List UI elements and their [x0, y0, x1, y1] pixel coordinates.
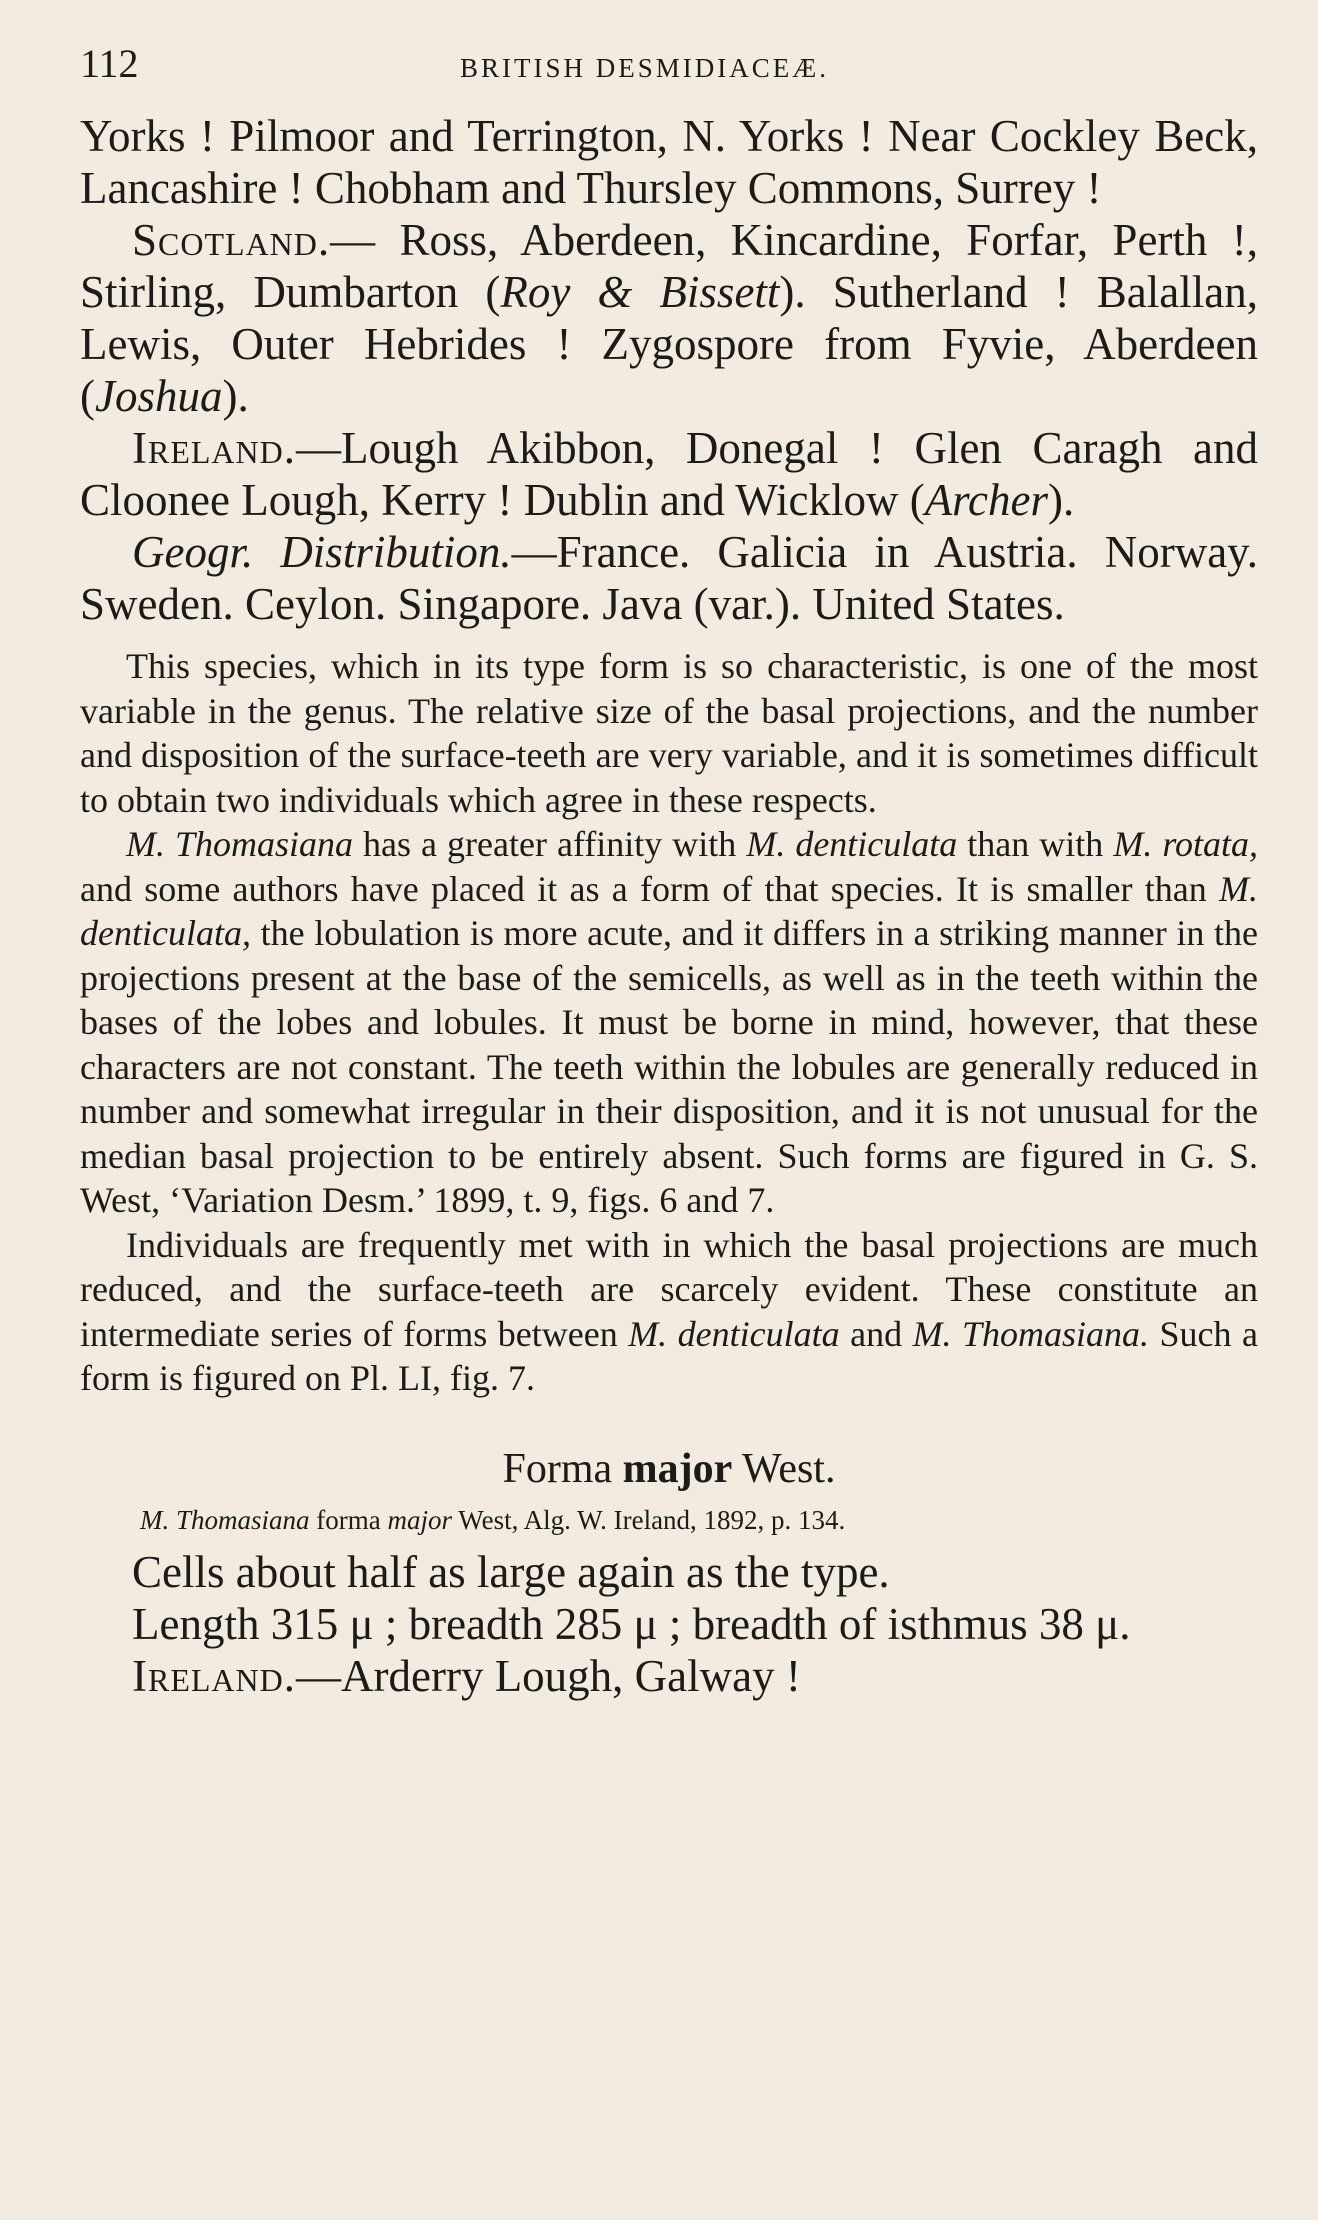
region-label-scotland: Scotland.: [132, 215, 331, 265]
forma-suffix: West.: [732, 1445, 836, 1492]
scotland-authority: Roy & Bissett: [500, 267, 780, 317]
geographic-distribution-paragraph: [80, 526, 1258, 630]
forma-cells-description: Cells about half as large again as the type.: [132, 1546, 890, 1597]
scotland-text-a: — Ross, Aberdeen, Kincardine, Forfar, Perth !, Stirling, Dumbarton (: [80, 215, 1258, 317]
forma-locality-ireland: [80, 1650, 1258, 1702]
forma-prefix: Forma: [502, 1445, 623, 1492]
discussion2-text-d: the lobulation is more acute, and it differs in a striking manner in the projections present at the base of the semicells, as well as in the teeth within the bases of the lobes and lobules. It must be borne in mind, however, that these characters are not constant. The teeth within the lobules are generally reduced in number and somewhat irregular in their disposition, and it is not unusual for the median basal projection to be entirely absent. Such forms are figured in G. S. West, ‘Variation Desm.’ 1899, t. 9, figs. 6 and 7.: [80, 913, 1258, 1220]
region-label-ireland: Ireland.: [132, 423, 297, 473]
scotland-text-b: ). Sutherland ! Balallan, Lewis, Outer Hebrides ! Zygospore from Fyvie, Aberdeen (: [80, 267, 1258, 421]
ireland-archer: Archer: [924, 475, 1048, 525]
scotland-joshua: Joshua: [95, 371, 223, 421]
synonym-major: major: [387, 1504, 452, 1535]
discussion-paragraph-2: [80, 822, 1258, 1223]
taxon-name: M. rotata,: [1113, 824, 1259, 864]
page-header: [80, 40, 1258, 110]
discussion3-text-a: Individuals are frequently met with in which the basal projections are much reduced, and the surface-teeth are scarcely evident. These constitute an intermediate series of forms between: [80, 1224, 1258, 1354]
running-title: BRITISH DESMIDIACEÆ.: [460, 53, 830, 83]
page-number: 112: [80, 41, 139, 86]
taxon-name: M. denticulata: [746, 824, 958, 864]
discussion3-text-c: Such a form is figured on Pl. LI, fig. 7.: [80, 1313, 1258, 1398]
synonym-citation: [80, 1505, 1258, 1536]
discussion-paragraph-1: This species, which in its type form is so characteristic, is one of the most variable in the genus. The relative size of the basal projections, and the number and disposition of the surface-teeth are very variable, and it is sometimes difficult to obtain two individuals which agree in these respects.: [80, 646, 1258, 820]
synonym-text-b: West, Alg. W. Ireland, 1892, p. 134.: [452, 1504, 846, 1535]
geogr-text: —France. Galicia in Austria. Norway. Sweden. Ceylon. Singapore. Java (var.). United States.: [80, 527, 1259, 629]
forma-heading: [80, 1445, 1258, 1493]
locality-paragraph-scotland: [80, 214, 1258, 422]
ireland-text-b: ).: [1047, 475, 1075, 525]
forma-ireland-text: —Arderry Lough, Galway !: [296, 1650, 801, 1701]
discussion2-text-c: and some authors have placed it as a form of that species. It is smaller than: [80, 868, 1219, 909]
taxon-name: M. denticulata,: [80, 868, 1258, 953]
discussion2-text-a: has a greater affinity with: [353, 824, 747, 864]
taxon-name: M. denticulata: [628, 1313, 840, 1354]
ireland-text-a: —Lough Akibbon, Donegal ! Glen Caragh and Cloonee Lough, Kerry ! Dublin and Wicklow (: [80, 423, 1258, 525]
geogr-label: Geogr. Distribution.: [132, 527, 512, 577]
scotland-text-c: ).: [222, 371, 249, 421]
taxon-name: M. Thomasiana: [126, 824, 354, 864]
synonym-genus: M. Thomasiana: [140, 1504, 310, 1535]
forma-name: major: [622, 1445, 733, 1492]
discussion-paragraph-3: [80, 1223, 1258, 1401]
discussion2-text-b: than with: [957, 824, 1114, 864]
forma-measurements: Length 315 μ ; breadth 285 μ ; breadth of isthmus 38 μ.: [132, 1598, 1131, 1649]
locality-paragraph-ireland: [80, 422, 1258, 526]
locality-paragraph-england: Yorks ! Pilmoor and Terrington, N. Yorks ! Near Cockley Beck, Lancashire ! Chobham and Thursley Commons, Surrey !: [80, 111, 1258, 213]
discussion3-text-b: and: [839, 1313, 913, 1354]
taxon-name: M. Thomasiana.: [912, 1313, 1150, 1354]
synonym-text-a: forma: [309, 1504, 388, 1535]
region-label-ireland-forma: Ireland.: [132, 1650, 297, 1701]
